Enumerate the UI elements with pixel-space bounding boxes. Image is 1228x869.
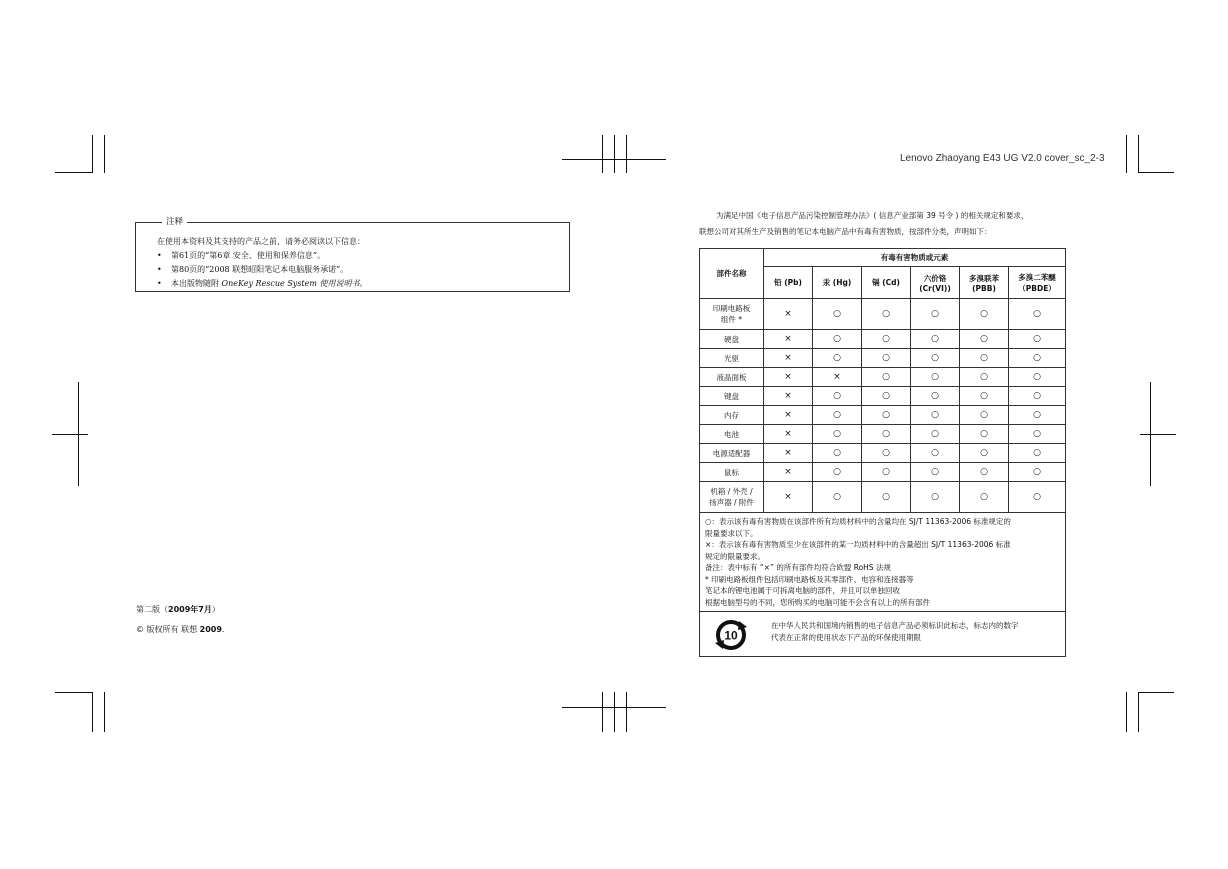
substance-mark-cell: ○ [960, 482, 1009, 513]
logo-explanation [771, 620, 1019, 644]
substance-mark-cell: ○ [960, 330, 1009, 349]
edition-date: 2009年7月 [168, 605, 212, 614]
substance-mark-cell: ○ [911, 463, 960, 482]
substance-mark-cell: ○ [911, 482, 960, 513]
substance-symbol: (Cr(VI)) [919, 283, 951, 293]
substance-mark-cell: ○ [960, 299, 1009, 330]
substance-mark-cell: × [764, 482, 813, 513]
table-row [700, 444, 1066, 463]
part-name: 电池 [724, 429, 739, 439]
running-header: Lenovo Zhaoyang E43 UG V2.0 cover_sc_2-3 [900, 153, 1105, 164]
part-name: 电源适配器 [712, 448, 751, 458]
efup-logo-row [700, 612, 1066, 657]
part-name: 鼠标 [724, 467, 739, 477]
substance-column-header [1009, 267, 1066, 299]
note-line: 备注：表中标有 “×” 的所有部件均符合欧盟 RoHS 法规 [705, 563, 891, 572]
table-row [700, 406, 1066, 425]
substance-column-header [960, 267, 1009, 299]
substance-mark-cell: ○ [960, 349, 1009, 368]
substance-name: 铅 (Pb) [774, 278, 802, 287]
edition-suffix: ） [211, 605, 220, 614]
part-name: 硬盘 [724, 334, 739, 344]
substance-mark-cell: ○ [960, 463, 1009, 482]
substance-mark-cell: ○ [1009, 482, 1066, 513]
substance-mark-cell: ○ [1009, 406, 1066, 425]
substance-mark-cell: ○ [911, 299, 960, 330]
substance-mark-cell: ○ [1009, 349, 1066, 368]
substance-mark-cell: ○ [960, 368, 1009, 387]
part-name-cell [700, 406, 764, 425]
intro-line: 为满足中国《电子信息产品污染控制管理办法》( 信息产业部第 39 号令 ) 的相关规定和要求， [716, 211, 1029, 220]
part-name-cell [700, 482, 764, 513]
substance-column-header [813, 267, 862, 299]
copyright-line [136, 624, 224, 635]
substance-mark-cell: ○ [911, 349, 960, 368]
substance-name: 镉 (Cd) [872, 278, 900, 287]
part-name-cell [700, 349, 764, 368]
substance-symbol: (PBB) [972, 283, 996, 293]
substance-name: 汞 (Hg) [822, 278, 852, 287]
note-intro: 在使用本资料及其支持的产品之前，请务必阅读以下信息： [157, 237, 365, 246]
substance-mark-cell: ○ [813, 425, 862, 444]
substance-mark-cell: ○ [813, 349, 862, 368]
substance-mark-cell: ○ [862, 387, 911, 406]
table-row [700, 330, 1066, 349]
substance-mark-cell: ○ [1009, 463, 1066, 482]
note-title: 注释 [162, 215, 187, 227]
substance-mark-cell: ○ [1009, 387, 1066, 406]
substance-mark-cell: ○ [911, 387, 960, 406]
table-row [700, 349, 1066, 368]
substance-mark-cell: ○ [862, 368, 911, 387]
part-name-header: 部件名称 [700, 249, 764, 299]
substance-mark-cell: ○ [960, 425, 1009, 444]
substance-mark-cell: ○ [813, 482, 862, 513]
substance-mark-cell: ○ [813, 463, 862, 482]
table-row [700, 482, 1066, 513]
part-name: 印刷电路板 [712, 304, 751, 313]
substances-group-header: 有毒有害物质或元素 [764, 249, 1066, 267]
logo-text-line: 代表在正常的使用状态下产品的环保使用期限 [771, 633, 921, 642]
substance-mark-cell: ○ [862, 444, 911, 463]
table-row [700, 387, 1066, 406]
part-name-line2: 扬声器 / 附件 [709, 498, 754, 507]
copyright-year: 2009 [199, 625, 222, 634]
note-item-suffix: 。 [359, 279, 368, 288]
substance-mark-cell: × [764, 387, 813, 406]
edition-line [136, 604, 220, 615]
part-name-cell [700, 299, 764, 330]
substance-mark-cell: × [764, 368, 813, 387]
substance-symbol: （PBDE） [1018, 283, 1056, 293]
note-item [157, 264, 348, 275]
substance-mark-cell: ○ [862, 349, 911, 368]
substance-mark-cell: ○ [960, 444, 1009, 463]
substance-mark-cell: × [764, 330, 813, 349]
substance-mark-cell: ○ [813, 444, 862, 463]
substance-mark-cell: ○ [960, 406, 1009, 425]
part-name: 机箱 / 外壳 / [710, 487, 753, 496]
environmental-protection-period-logo [714, 618, 748, 652]
copyright-prefix: © 版权所有 联想 [136, 625, 200, 634]
copyright-suffix: . [221, 625, 225, 634]
table-row [700, 463, 1066, 482]
bullet: • [157, 279, 162, 288]
part-name-cell [700, 387, 764, 406]
substance-name: 多溴二苯醚 [1018, 272, 1056, 282]
substance-mark-cell: × [764, 406, 813, 425]
part-name-cell [700, 463, 764, 482]
substance-mark-cell: ○ [960, 387, 1009, 406]
part-name-cell [700, 444, 764, 463]
substance-mark-cell: ○ [862, 330, 911, 349]
part-name: 键盘 [724, 391, 739, 401]
substance-mark-cell: ○ [911, 425, 960, 444]
substance-column-header [764, 267, 813, 299]
part-name: 光驱 [724, 353, 739, 363]
substance-mark-cell: ○ [813, 406, 862, 425]
note-item-text: 第61页的“第6章 安全、使用和保养信息”。 [171, 251, 325, 260]
substance-mark-cell: ○ [862, 299, 911, 330]
substance-mark-cell: ○ [1009, 299, 1066, 330]
substance-mark-cell: ○ [911, 444, 960, 463]
part-name-cell [700, 368, 764, 387]
bullet: • [157, 265, 162, 274]
note-item-text: 本出版物随附 [171, 279, 222, 288]
note-line: 限量要求以下。 [705, 528, 758, 538]
table-row [700, 425, 1066, 444]
note-item [157, 250, 325, 261]
substance-mark-cell: ○ [1009, 425, 1066, 444]
substance-name: 多溴联苯 [969, 273, 999, 283]
note-item-text: 第80页的“2008 联想昭阳笔记本电脑服务承诺”。 [171, 265, 349, 274]
note-line: 笔记本的锂电池属于可拆离电脑的部件，并且可以单独回收 [705, 586, 900, 595]
part-name: 内存 [724, 410, 739, 420]
substance-name: 六价铬 [923, 273, 947, 283]
substance-mark-cell: ○ [911, 368, 960, 387]
substance-mark-cell: ○ [862, 482, 911, 513]
manual-title: OneKey Rescue System 使用说明书 [221, 279, 360, 288]
table-notes [700, 513, 1066, 612]
substance-mark-cell: ○ [813, 387, 862, 406]
substance-mark-cell: ○ [911, 330, 960, 349]
bullet: • [157, 251, 162, 260]
part-name-cell [700, 425, 764, 444]
table-row [700, 299, 1066, 330]
hazardous-substances-table [699, 248, 1066, 657]
substance-mark-cell: ○ [1009, 444, 1066, 463]
substance-mark-cell: ○ [862, 406, 911, 425]
substance-mark-cell: ○ [813, 330, 862, 349]
note-line: ×：表示该有毒有害物质至少在该部件的某一均质材料中的含量超出 SJ/T 11363-2006 标准 [705, 540, 1011, 549]
note-line: 根据电脑型号的不同，您所购买的电脑可能不会含有以上的所有部件 [705, 597, 930, 607]
note-line: * 印刷电路板组件包括印刷电路板及其零部件、电容和连接器等 [705, 574, 914, 584]
substance-mark-cell: × [813, 368, 862, 387]
substance-mark-cell: ○ [813, 299, 862, 330]
note-item [157, 278, 368, 289]
substance-mark-cell: ○ [1009, 330, 1066, 349]
part-name-line2: 组件 * [720, 315, 743, 324]
substance-mark-cell: × [764, 463, 813, 482]
edition-prefix: 第二版（ [136, 605, 168, 614]
substance-mark-cell: ○ [862, 463, 911, 482]
substance-mark-cell: ○ [1009, 368, 1066, 387]
part-name-cell [700, 330, 764, 349]
substance-mark-cell: ○ [911, 406, 960, 425]
substance-mark-cell: × [764, 299, 813, 330]
logo-number: 10 [724, 628, 738, 643]
substance-column-header [862, 267, 911, 299]
substance-mark-cell: ○ [862, 425, 911, 444]
logo-text-line: 在中华人民共和国境内销售的电子信息产品必须标识此标志，标志内的数字 [771, 621, 1019, 630]
note-line: ○：表示该有毒有害物质在该部件所有均质材料中的含量均在 SJ/T 11363-2006 标准规定的 [705, 517, 1011, 526]
intro-line: 联想公司对其所生产及销售的笔记本电脑产品中有毒有害物质，按部件分类，声明如下： [699, 227, 992, 236]
part-name: 液晶面板 [716, 372, 747, 382]
table-row [700, 368, 1066, 387]
substance-column-header [911, 267, 960, 299]
substance-mark-cell: × [764, 425, 813, 444]
note-line: 规定的限量要求。 [705, 551, 765, 561]
substance-mark-cell: × [764, 444, 813, 463]
substance-mark-cell: × [764, 349, 813, 368]
